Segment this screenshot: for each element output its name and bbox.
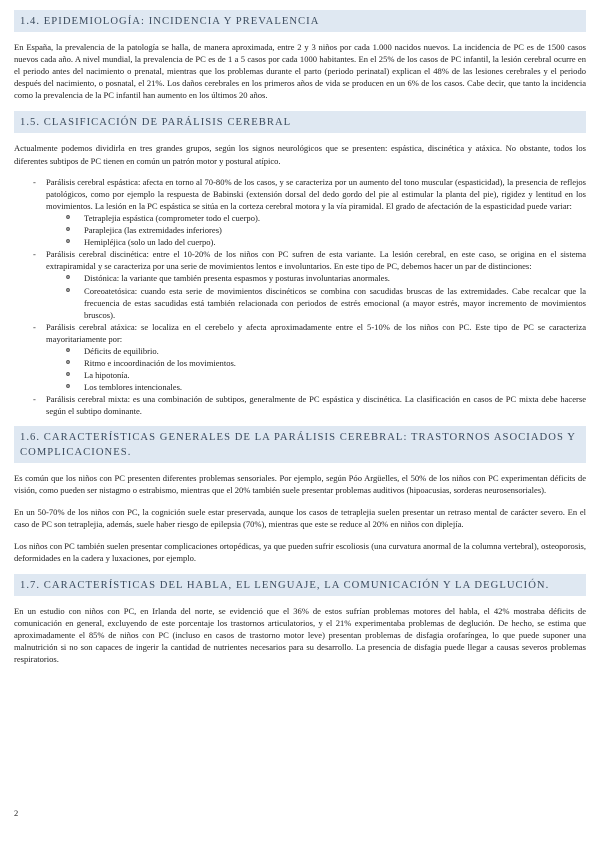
section-heading-caracteristicas: 1.6. CARACTERÍSTICAS GENERALES DE LA PARÁLISIS CEREBRAL: TRASTORNOS ASOCIADOS Y COMPLICACIONES. <box>14 426 586 463</box>
discinetica-text: Parálisis cerebral discinética: entre el 10-20% de los niños con PC sufren de esta variante. La lesión cerebral, en este caso, se origina en el sistema extrapiramidal y se caracteriza por una serie de movimientos lentos e involuntarios. En este tipo de PC, debemos hacer un par de distinciones: <box>46 249 586 272</box>
list-item-discinetica <box>46 248 586 321</box>
discinetica-sublist <box>46 272 586 320</box>
ataxica-text: Parálisis cerebral atáxica: se localiza en el cerebelo y afecta aproximadamente entre el 5-10% de los niños con PC. Este tipo de PC se caracteriza mayoritariamente por: <box>46 321 586 344</box>
classification-list <box>14 176 586 418</box>
paragraph-clasificacion-intro: Actualmente podemos dividirla en tres grandes grupos, según los signos neurológicos que se presenten: espástica, discinética y atáxica. No obstante, todos los diferentes subtipos de PC tienen en común un patrón motor y postural atípico. <box>14 143 586 166</box>
sublist-item: o Paraplejica (las extremidades inferiores) <box>84 224 586 236</box>
paragraph-sensoriales: Es común que los niños con PC presenten diferentes problemas sensoriales. Por ejemplo, según Póo Argüelles, el 50% de los niños con PC experimentan déficits de visión, como pueden ser nistagmo o estrabismo, mientras que el 20% también suele presentar problemas auditivos (hipoacusias, sorderas neurosensoriales). <box>14 472 586 495</box>
espastica-sublist <box>46 212 586 248</box>
section-heading-habla: 1.7. CARACTERÍSTICAS DEL HABLA, EL LENGUAJE, LA COMUNICACIÓN Y LA DEGLUCIÓN. <box>14 574 586 596</box>
paragraph-cognicion: En un 50-70% de los niños con PC, la cognición suele estar preservada, aunque los casos de tetraplejia suelen presentar un retraso mental de carácter severo. En el caso de PC son tetraplejia, además, suele haber riesgo de epilepsia (70%), mientras que este se reduce al 20% en niños con diplejía. <box>14 506 586 529</box>
list-item-ataxica <box>46 321 586 394</box>
paragraph-habla: En un estudio con niños con PC, en Irlanda del norte, se evidenció que el 36% de estos sufrían problemas motores del habla, el 42% mostraba déficits de comunicación en general, excluyendo de este porcentaje los trastornos articulatorios, y el 21% experimentaba problemas de deglución. De hecho, se estima que aproximadamente el 85% de niños con PC (incluso en casos de trastorno motor leve) presentan problemas de disfagia orofaríngea, lo que puede suponer una malnutrición si no son capaces de ingerir la cantidad de nutrientes necesarios para su desarrollo. La presencia de disfagia puede llegar a causas severos problemas respiratorios. <box>14 606 586 665</box>
paragraph-ortopedicas: Los niños con PC también suelen presentar complicaciones ortopédicas, ya que pueden sufrir escoliosis (una curvatura anormal de la columna vertebral), osteoporosis, deformidades en la cadera y luxaciones, por ejemplo. <box>14 540 586 563</box>
sublist-item: o Déficits de equilibrio. <box>84 345 586 357</box>
sublist-item: o La hipotonía. <box>84 369 586 381</box>
sublist-item: o Ritmo e incoordinación de los movimientos. <box>84 357 586 369</box>
sublist-item: o Tetraplejia espástica (comprometer todo el cuerpo). <box>84 212 586 224</box>
list-item-espastica <box>46 176 586 249</box>
paragraph-epidemiologia: En España, la prevalencia de la patología se halla, de manera aproximada, entre 2 y 3 niños por cada 1.000 nacidos nuevos. La incidencia de PC es de 1500 casos nuevos cada año. A nivel mundial, la prevalencia de PC es de 1 a 5 casos por cada 1000 habitantes. En el 25% de los casos de PC infantil, la lesión cerebral ocurre en el periodo antes del nacimiento o prenatal, mientras que los problemas durante el parto (periodo perinatal) explican el 48% de las lesiones cerebrales y el periodo después del nacimiento, o posnatal, el 21%. Los daños cerebrales en los primeros años de vida se producen en un 6% de los casos. Cabe decir, que tanto la incidencia como la prevalencia de la PC infantil han aumento en los últimos 20 años. <box>14 42 586 101</box>
sublist-item: o Distónica: la variante que también presenta espasmos y posturas involuntarias anormales. <box>84 272 586 284</box>
sublist-item: o Los temblores intencionales. <box>84 381 586 393</box>
sublist-item: o Hemipléjica (solo un lado del cuerpo). <box>84 236 586 248</box>
sublist-item: o Coreoatetósica: cuando esta serie de movimientos discinéticos se combina con sacudidas bruscas de las extremidades. Cabe recalcar que la frecuencia de estas sacudidas está también relacionada con periodos de estrés emocional (a mayor estrés, mayor incremento de movimientos bruscos). <box>84 285 586 321</box>
section-heading-clasificacion: 1.5. CLASIFICACIÓN DE PARÁLISIS CEREBRAL <box>14 111 586 133</box>
section-heading-epidemiologia: 1.4. EPIDEMIOLOGÍA: INCIDENCIA Y PREVALENCIA <box>14 10 586 32</box>
page-number: 2 <box>14 808 19 818</box>
ataxica-sublist <box>46 345 586 393</box>
espastica-text: Parálisis cerebral espástica: afecta en torno al 70-80% de los casos, y se caracteriza por un aumento del tono muscular (espasticidad), la presencia de reflejos patológicos, como por ejemplo la respuesta de Babinski (extensión dorsal del dedo gordo del pie al estimular la planta del pie), rigidez y lentitud en los movimientos. La lesión en la PC espástica se sitúa en la corteza cerebral motora y la vía piramidal. El grado de afectación de la espasticidad puede variar: <box>46 176 586 211</box>
list-item-mixta: - Parálisis cerebral mixta: es una combinación de subtipos, generalmente de PC espástica y discinética. La clasificación en casos de PC mixta debe hacerse según el subtipo dominante. <box>46 393 586 417</box>
